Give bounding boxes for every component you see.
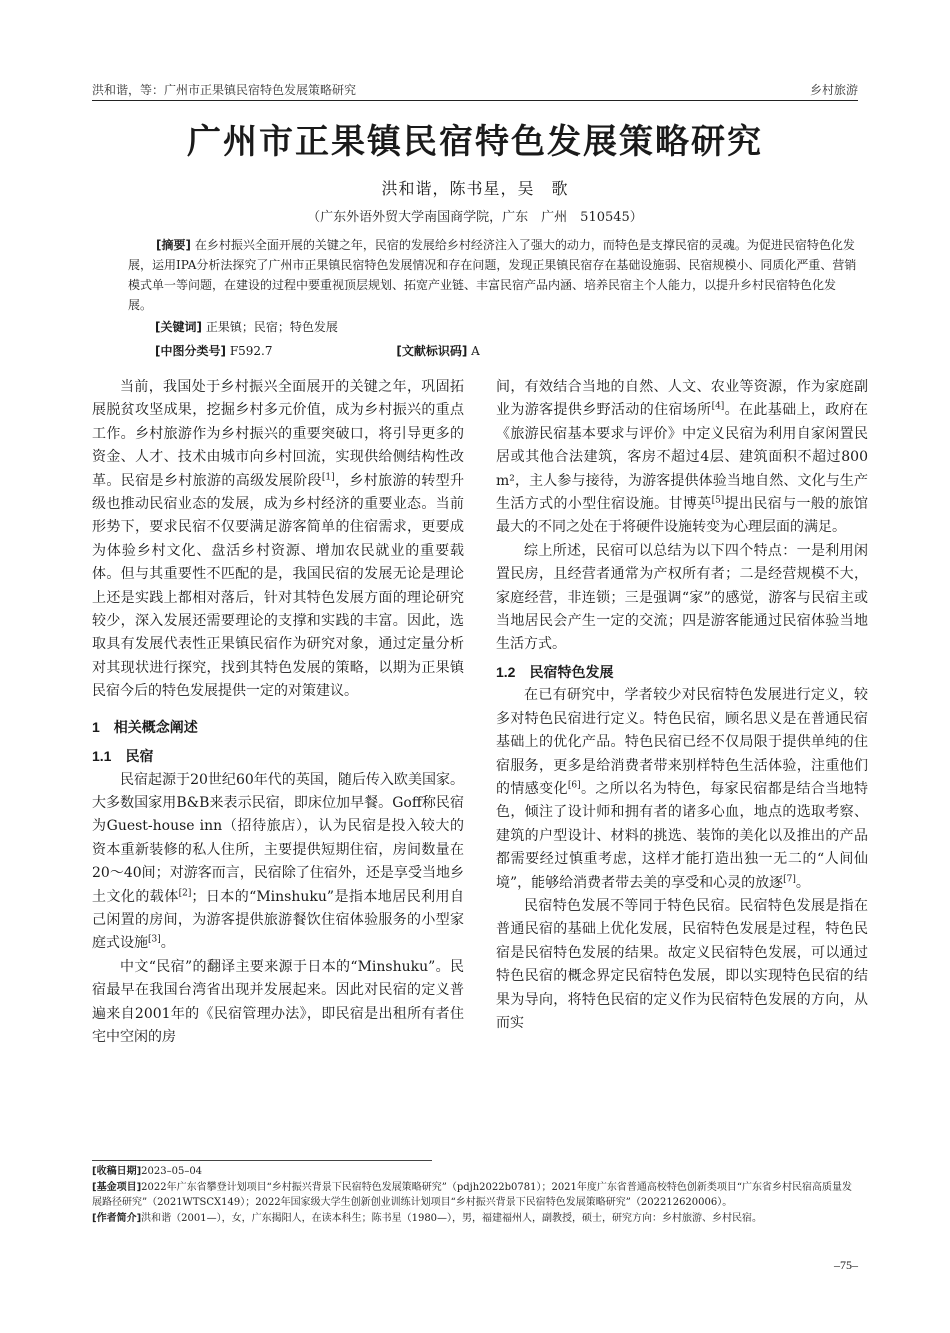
right-column bbox=[496, 376, 868, 1035]
running-header-left: 洪和谐，等：广州市正果镇民宿特色发展策略研究 bbox=[92, 83, 357, 97]
ref-6: [6] bbox=[567, 780, 581, 791]
doc-code bbox=[396, 344, 539, 358]
paragraph-continued bbox=[496, 376, 868, 540]
footnote-rule bbox=[92, 1160, 432, 1161]
abstract-label: [摘要] bbox=[156, 238, 191, 252]
keywords-label: [关键词] bbox=[155, 320, 202, 334]
clc-label: [中图分类号] bbox=[155, 344, 226, 358]
paragraph-1-1 bbox=[92, 769, 464, 956]
intro-paragraph bbox=[92, 376, 464, 704]
received-label: [收稿日期] bbox=[92, 1166, 142, 1177]
p12-text-c: 。 bbox=[795, 874, 810, 891]
ref-7: [7] bbox=[783, 873, 796, 884]
doc-label: [文献标识码] bbox=[396, 344, 468, 358]
left-column bbox=[92, 376, 464, 1049]
footnote-fund bbox=[92, 1180, 858, 1211]
fund-label: [基金项目] bbox=[92, 1181, 142, 1193]
rc-text-a: 间，有效结合当地的自然、人文、农业等资源，作为家庭副业为游客提供乡野活动的住宿场所 bbox=[496, 379, 868, 419]
p12-text-a: 在已有研究中，学者较少对民宿特色发展进行定义，较多对特色民宿进行定义。特色民宿，顾名思义是在普通民宿基础上的优化产品。特色民宿已经不仅局限于提供单纯的住宿服务，更多是给消费者带来别样特色生活体验，注重他们的情感变化 bbox=[496, 687, 868, 797]
header-rule bbox=[92, 100, 858, 101]
author-label: [作者简介] bbox=[92, 1212, 142, 1224]
section-heading-1: 1 相关概念阐述 bbox=[92, 718, 198, 735]
author-text: 洪和谐（2001—），女，广东揭阳人，在读本科生；陈书星（1980—），男，福建福州人，副教授，硕士，研究方向：乡村旅游、乡村民宿。 bbox=[141, 1212, 763, 1224]
abstract bbox=[128, 235, 858, 315]
affiliation: （广东外语外贸大学南国商学院，广东 广州 510545） bbox=[307, 210, 643, 225]
abstract-text: 在乡村振兴全面开展的关键之年，民宿的发展给乡村经济注入了强大的动力，而特色是支撑民宿的灵魂。为促进民宿特色化发展，运用IPA分析法探究了广州市正果镇民宿特色发展情况和存在问题，发现正果镇民宿存在基础设施弱、民宿规模小、同质化严重、营销模式单一等问题，在建设的过程中要重视顶层规划、拓宽产业链、丰富民宿产品内涵、培养民宿主个人能力，以提升乡村民宿特色化发展。 bbox=[128, 238, 857, 312]
page-number: –75– bbox=[834, 1258, 858, 1272]
doc-value: A bbox=[471, 344, 480, 358]
p12-text-b: 。之所以名为特色，每家民宿都是结合当地特色，倾注了设计师和拥有者的诸多心血，地点的选取考察、建筑的户型设计、材料的挑选、装饰的美化以及推出的产品都需要经过慎重考虑，这样才能打造出独一无二的“人间仙境”，能够给消费者带去美的享受和心灵的放逐 bbox=[496, 780, 869, 891]
paragraph-1-1-b: 中文“民宿”的翻译主要来源于日本的“Minshuku”。民宿最早在我国台湾省出现并发展起来。因此对民宿的定义普遍来自2001年的《民宿管理办法》，即民宿是出租所有者住宅中空闲的房 bbox=[92, 958, 464, 1045]
rc-text-c: 提出民宿与一般的旅馆最大的不同之处在于将硬件设施转变为心理层面的满足。 bbox=[496, 496, 869, 536]
ref-4: [4] bbox=[711, 401, 725, 412]
authors: 洪和谐，陈书星，吴 歌 bbox=[381, 179, 569, 198]
ref-2: [2] bbox=[178, 887, 192, 898]
summary-paragraph: 综上所述，民宿可以总结为以下四个特点：一是利用闲置民房，且经营者通常为产权所有者；二是经营规模不大，家庭经营，非连锁；三是强调“家”的感觉，游客与民宿主或当地居民会产生一定的交流；四是游客能通过民宿体验当地生活方式。 bbox=[496, 542, 868, 653]
clc-code bbox=[155, 344, 333, 358]
section-heading-1-1: 1.1 民宿 bbox=[92, 748, 154, 765]
classification bbox=[155, 342, 600, 359]
clc-value: F592.7 bbox=[229, 344, 273, 358]
ref-3: [3] bbox=[148, 934, 161, 945]
p11-text-c: 。 bbox=[160, 935, 175, 952]
paper-title: 广州市正果镇民宿特色发展策略研究 bbox=[187, 122, 763, 162]
received-date: 2023–05–04 bbox=[141, 1166, 203, 1177]
rc-text-b: 。在此基础上，政府在《旅游民宿基本要求与评价》中定义民宿为利用自家闲置民居或其他合法建筑，客房不超过4层、建筑面积不超过800 m²，主人参与接待，为游客提供体验当地自然、文化与生产生活方式的小型住宿设施。甘博英 bbox=[496, 402, 869, 513]
keywords-text: 正果镇；民宿；特色发展 bbox=[205, 320, 338, 334]
fund-text: 2022年广东省攀登计划项目“乡村振兴背景下民宿特色发展策略研究”（pdjh2022b0781）；2021年度广东省普通高校特色创新类项目“广东省乡村民宿高质量发展路径研究”（2021WTSCX149）；2022年国家级大学生创新创业训练计划项目“乡村振兴背景下民宿特色发展策略研究”（202212620006）。 bbox=[92, 1181, 853, 1208]
paragraph-1-2-b: 民宿特色发展不等同于特色民宿。民宿特色发展是指在普通民宿的基础上优化发展，民宿特色发展是过程，特色民宿是民宿特色发展的结果。故定义民宿特色发展，可以通过特色民宿的概念界定民宿特色发展，即以实现特色民宿的结果为导向，将特色民宿的定义作为民宿特色发展的方向，从而实 bbox=[496, 897, 868, 1031]
footnotes bbox=[92, 1164, 858, 1226]
footnote-author bbox=[92, 1211, 858, 1227]
ref-5: [5] bbox=[711, 495, 725, 506]
section-heading-1-2: 1.2 民宿特色发展 bbox=[496, 663, 614, 680]
keywords bbox=[155, 318, 338, 335]
intro-text-a: 当前，我国处于乡村振兴全面展开的关键之年，巩固拓展脱贫攻坚成果，挖掘乡村多元价值，成为乡村振兴的重点工作。乡村旅游作为乡村振兴的重要突破口，将引导更多的资金、人才、技术由城市向乡村回流，实现供给侧结构性改革。民宿是乡村旅游的高级发展阶段 bbox=[92, 379, 464, 489]
footnote-received bbox=[92, 1164, 858, 1180]
p11-text-a: 民宿起源于20世纪60年代的英国，随后传入欧美国家。大多数国家用B&B来表示民宿，即床位加早餐。Goff称民宿为Guest-house inn（招待旅店），认为民宿是投入较大的资本重新装修的私人住所，主要提供短期住宿，房间数量在20～40间；对游客而言，民宿除了住宿外，还是享受当地乡土文化的载体 bbox=[92, 771, 464, 905]
running-header-right: 乡村旅游 bbox=[809, 83, 858, 97]
intro-text-b: ，乡村旅游的转型升级也推动民宿业态的发展，成为乡村经济的重要业态。当前形势下，要求民宿不仅要满足游客简单的住宿需求，更要成为体验乡村文化、盘活乡村资源、增加农民就业的重要载体。但与其重要性不匹配的是，我国民宿的发展无论是理论上还是实践上都相对落后，针对其特色发展方面的理论研究较少，深入发展还需要理论的支撑和实践的丰富。因此，选取具有发展代表性正果镇民宿作为研究对象，通过定量分析对其现状进行探究，找到其特色发展的策略，以期为正果镇民宿今后的特色发展提供一定的对策建议。 bbox=[92, 472, 465, 700]
p11-text-b: ；日本的“Minshuku”是指本地居民利用自己闲置的房间，为游客提供旅游餐饮住宿体验服务的小型家庭式设施 bbox=[92, 888, 464, 952]
paragraph-1-2 bbox=[496, 684, 868, 895]
ref-1: [1] bbox=[321, 471, 335, 482]
running-header bbox=[92, 78, 858, 100]
